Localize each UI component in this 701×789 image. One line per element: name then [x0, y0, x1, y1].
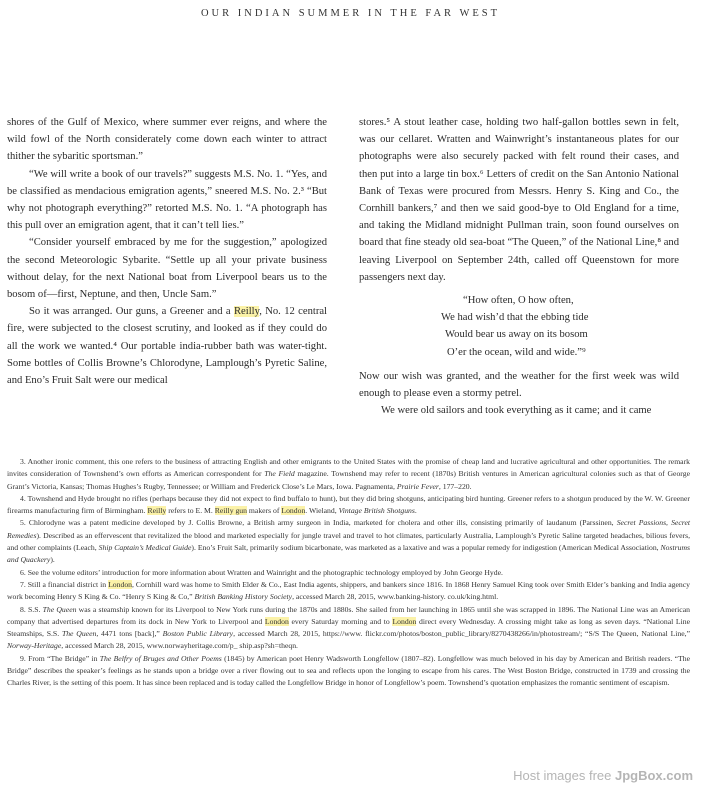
text-span: , Cornhill ward was home to Smith Elder & Co., East India agents, shippers, and bankers since 1816. In 1868 Henry Samuel King took over Smith Elder’s banking and India agency work becoming Henry S King & Co. “Henry S King & Co,” [7, 579, 691, 602]
text-span: , 4471 tons [back],” [96, 629, 163, 639]
verse-line: O’er the ocean, wild and wide.”⁹ [447, 346, 586, 358]
running-head: OUR INDIAN SUMMER IN THE FAR WEST [200, 8, 501, 19]
italic-citation: British Banking History Society [194, 592, 293, 602]
text-span: 7. Still a financial district in [20, 579, 109, 589]
footnote-4 [7, 493, 690, 518]
watermark-brand: JpgBox.com [614, 768, 693, 783]
italic-citation: Boston Public Library [162, 629, 234, 639]
text-span: , No. 12 central fire, were subjected to the closest scrutiny, and looked as if they could do all the work we wanted.⁴ Our portable india-rubber bath was water-tight. Some bottles of Collis Browne’s Chlorodyne, Lamplough’s Pyretic Saline, and Eno’s Fruit Salt were our medical [7, 306, 327, 387]
text-span: 3. Another ironic comment, this one refers to the business of attracting English and other emigrants to the United States with the promise of cheap land and lucrative agricultural and other opportunities. The remark invites consideration of Townshend’s own efforts as American correspondent for [7, 457, 690, 479]
italic-citation: Ship Captain’s Medical Guide [98, 543, 192, 553]
text-span: , 177–220. [438, 481, 472, 491]
paragraph: shores of the Gulf of Mexico, where summer ever reigns, and where the wild fowl of the North considerately come down each winter to attract thither the sybaritic sportsman.” [7, 117, 327, 163]
text-span: ). Eno’s Fruit Salt, primarily sodium bicarbonate, was marketed as a laxative and was a popular remedy for indigestion (American Medical Association, [191, 543, 661, 553]
verse-quote [359, 286, 679, 368]
footnote-6: 6. See the volume editors’ introduction for more information about Wratten and Wainright and the photographic technology employed by John George Hyde. [20, 567, 503, 577]
text-span: . Wieland, [305, 506, 339, 516]
text-span: , accessed March 28, 2015, www.norwayheritage.com/p_ ship.asp?sh=theqn. [61, 641, 298, 651]
text-span: , accessed March 28, 2015, https://www. flickr.com/photos/boston_public_library/8270438266/in/photostream/; “S/S The Queen, National Line,” [233, 629, 691, 639]
paragraph: We were old sailors and took everything as it came; and it came [381, 405, 652, 417]
italic-citation: The Field [264, 469, 295, 479]
text-span: ). Described as an effervescent that revitalized the blood and marketed especially for jungle travel and travel to hot climates, particularly Australia, Lamplough’s Pyretic Saline targeted headaches, bilious fevers, and other complaints (Leach, [7, 530, 690, 553]
footnote-7 [7, 579, 690, 604]
footnotes [7, 456, 690, 690]
paragraph: stores.⁵ A stout leather case, holding two half-gallon bottles sewn in felt, was our cellaret. Wratten and Wainwright’s instantaneous plates for our photographs were also securely packed with felt round their cases, and then put into a large tin box.⁶ Letters of credit on the San Antonio National Bank of Texas were procured from Messrs. Henry S. King and Co., the Cornhill bankers,⁷ and then we said good-bye to Old England for a time, and taking the Midland midnight Pullman train, soon found ourselves on board that fine steady old sea-boat “The Queen,” of the National Line,⁸ and leaving Liverpool on September 24th, called off Queenstown for more passengers next day. [359, 117, 679, 283]
footnote-9 [7, 653, 690, 690]
text-span: 9. From “The Bridge” in [20, 653, 100, 663]
italic-citation: Norway-Heritage [7, 641, 62, 651]
verse-line: “How often, O how often, [463, 295, 574, 307]
text-span: 4. Townshend and Hyde brought no rifles (perhaps because they did not expect to find buffalo to hunt), but they did bring shotguns, anticipating bird hunting. Greener refers to a shotgun produced by the W. W. Greener firearms manufacturing firm of Birmingham. [7, 493, 690, 516]
highlight-reilly: Reilly [147, 506, 167, 516]
text-span: , accessed March 28, 2015, www.banking-history. co.uk/king.html. [292, 592, 499, 602]
italic-citation: The Queen [42, 604, 77, 614]
verse-line: We had wish’d that the ebbing tide [441, 312, 589, 324]
text-span: ). [50, 555, 55, 565]
footnote-5 [7, 517, 690, 566]
highlight-london: London [392, 616, 417, 626]
text-span: (1845) by American poet Henry Wadsworth Longfellow (1807–82). Longfellow was much beloved in his day by American and British readers. “The Bridge” describes the speaker’s feelings as he stands upon a bridge over a river flowing out to sea and reflects upon the longing to escape from his cares. The West Boston Bridge, constructed in 1739 and crossing the Charles River, is the setting of this poem. It has since been replaced and is today called the Longfellow Bridge in honor of Longfellow’s poem. Townshend’s quotation emphasizes the romantic sentiment of escapism. [7, 653, 690, 688]
highlight-london: London [281, 506, 306, 516]
right-column [359, 114, 679, 419]
text-span: . [414, 506, 417, 516]
verse-line: Would bear us away on its bosom [445, 329, 588, 341]
text-span: every Saturday morning and to [288, 616, 393, 626]
italic-citation: Vintage British Shotguns [338, 506, 415, 516]
text-span: refers to E. M. [166, 506, 215, 516]
paragraph: “We will write a book of our travels?” suggests M.S. No. 1. “Yes, and be classified as mendacious emigration agents,” sneered M.S. No. 2.³ “But why not photograph everything?” retorted M.S. No. 1. “A photograph has this pull over an emigration agent, that it can’t tell lies.” [7, 168, 327, 232]
footnote-3 [7, 456, 690, 493]
paragraph [7, 303, 327, 389]
paragraph: Now our wish was granted, and the weather for the first week was wild enough to please even a stormy petrel. [359, 370, 679, 400]
highlight-london: London [264, 616, 289, 626]
italic-citation: Secret Passions, Secret Remedies [7, 518, 690, 540]
highlight-reilly-gun: Reilly gun [214, 506, 247, 516]
text-span: So it was arranged. Our guns, a Greener and a [29, 306, 231, 318]
italic-citation: Prairie Fever [396, 481, 439, 491]
text-span: was a steamship known for its Liverpool to New York runs during the 1870s and 1880s. She sailed from her launching in 1865 until she was scrapped in 1896. The National Line was an American company that advertised departures from its dock in New York to Liverpool and [7, 604, 690, 626]
text-span: makers of [247, 506, 282, 516]
italic-citation: The Queen [61, 629, 97, 639]
watermark-text: Host images free [513, 768, 615, 783]
text-span: magazine. Townshend may refer to recent (1870s) British ventures in American agricultural colonies such as that of George Grant’s Victoria, Kansas; Thomas Hughes’s Rugby, Tennessee; or William and Frederick Close’s Le Mars, Iowa. Pagnamenta, [7, 469, 690, 491]
left-column [7, 114, 327, 389]
text-span: 5. Chlorodyne was a patent medicine developed by J. Collis Browne, a British army surgeon in India, marketed for cholera and other ills, consisting primarily of laudanum (Parssinen, [20, 518, 617, 528]
highlight-reilly: Reilly [233, 306, 260, 318]
italic-citation: Nostrums and Quackery [7, 543, 690, 565]
highlight-london: London [108, 579, 133, 589]
footnote-8 [7, 604, 690, 653]
text-span: direct every Wednesday. A crossing might take as long as seven days. “National Line Steamships, S.S. [7, 616, 691, 639]
paragraph: “Consider yourself embraced by me for the suggestion,” apologized the second Meteorologic Sybarite. “Settle up all your private business without delay, for the next National boat from Liverpool bears us to the bosom of—first, Neptune, and then, Uncle Sam.” [7, 237, 327, 301]
watermark-banner[interactable] [513, 768, 693, 783]
text-span: 8. S.S. [20, 604, 43, 614]
italic-citation: The Belfry of Bruges and Other Poems [99, 653, 222, 663]
